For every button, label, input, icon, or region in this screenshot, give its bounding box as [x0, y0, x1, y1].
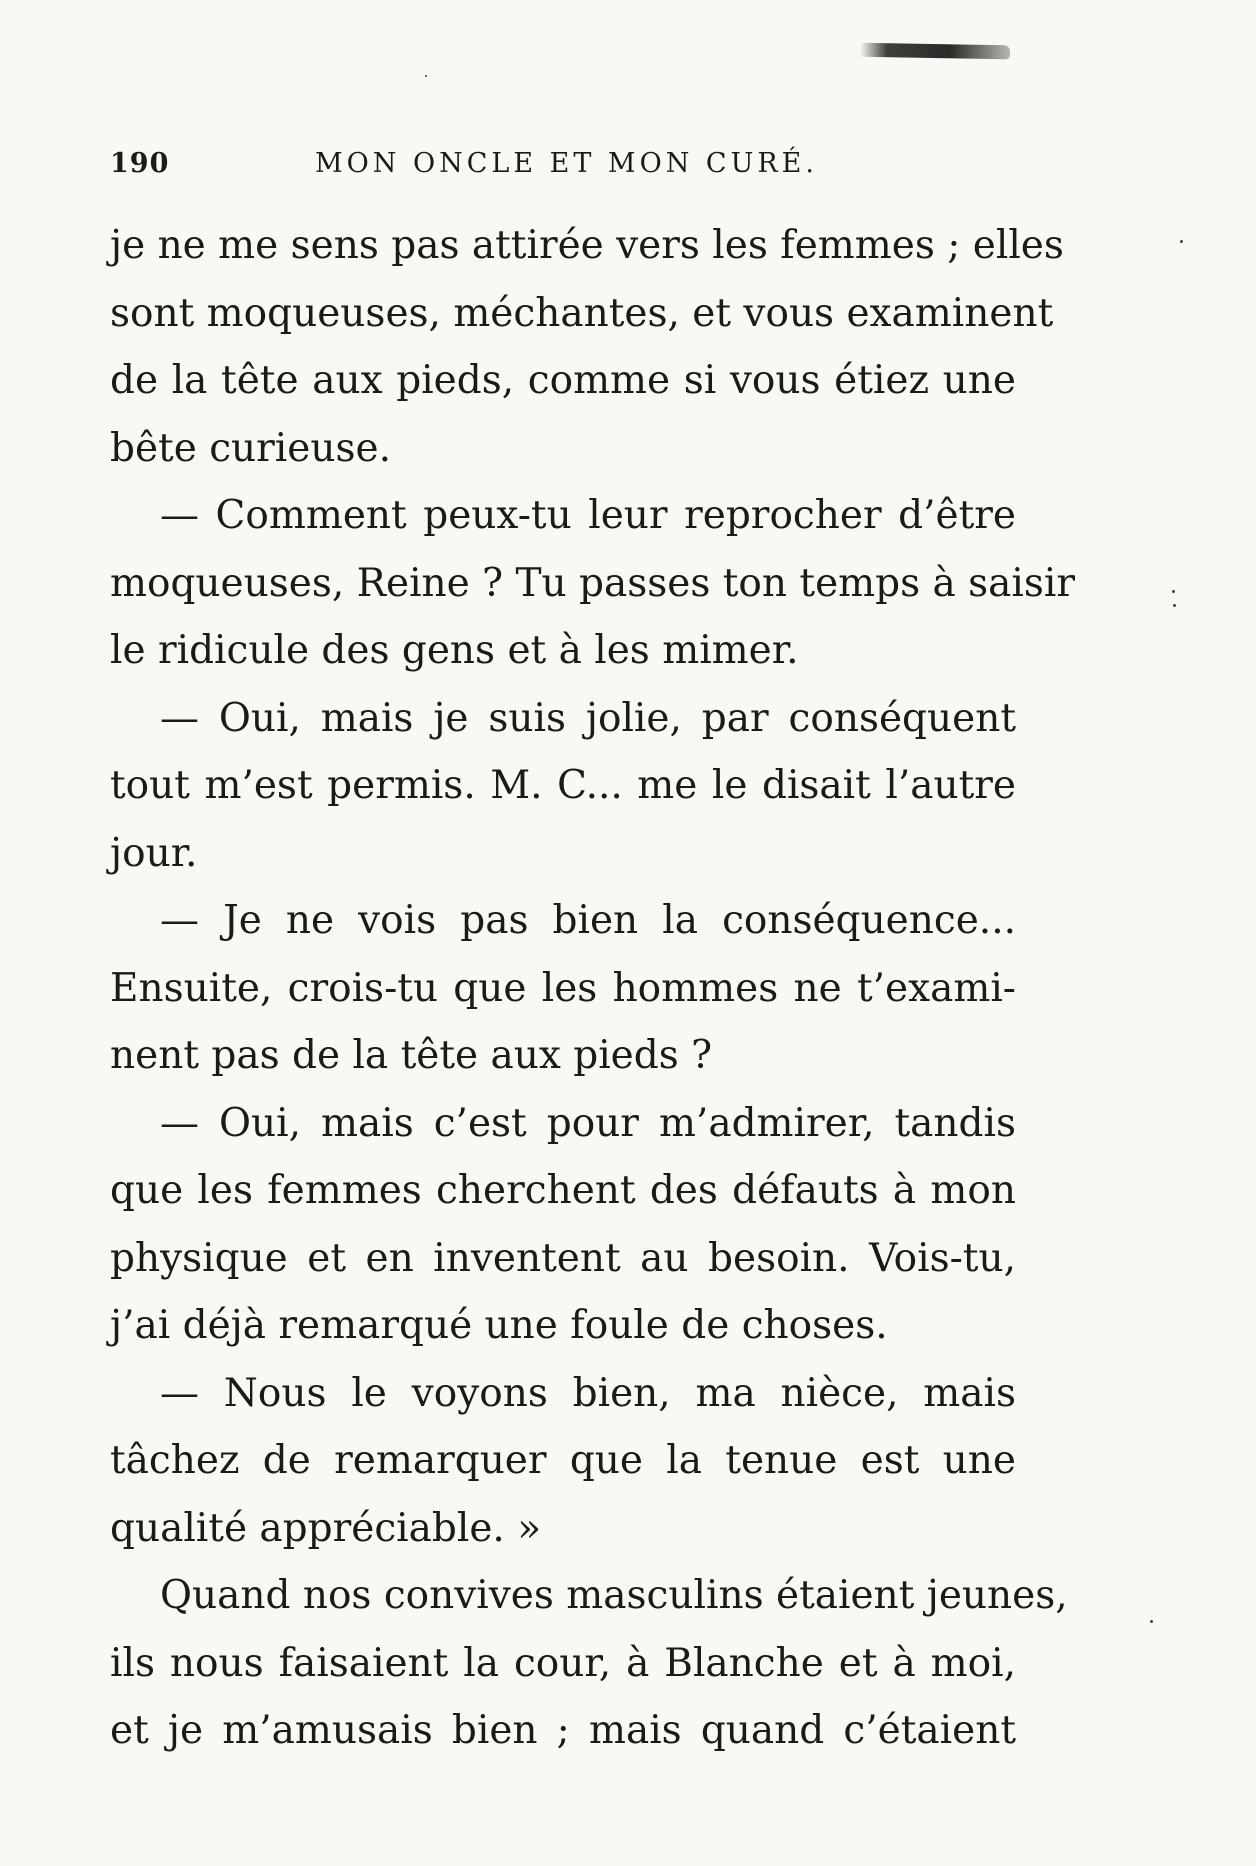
- scan-speck: [425, 75, 427, 77]
- text-line: — Je ne vois pas bien la conséquence...: [160, 898, 1016, 943]
- body-text: [110, 212, 1076, 1765]
- text-line: bête curieuse.: [110, 425, 391, 471]
- text-line: sont moqueuses, méchantes, et vous examinent: [110, 290, 1054, 336]
- text-line: moqueuses, Reine ? Tu passes ton temps à saisir: [110, 560, 1076, 606]
- text-line: le ridicule des gens et à les mimer.: [110, 628, 799, 673]
- text-line: j’ai déjà remarqué une foule de choses.: [110, 1303, 888, 1348]
- text-line: ils nous faisaient la cour, à Blanche et à moi,: [110, 1640, 1016, 1686]
- page-header: [110, 148, 1010, 188]
- text-line: Ensuite, crois-tu que les hommes ne t’exami-: [110, 965, 1016, 1011]
- ink-smudge: [860, 43, 1010, 60]
- text-line: jour.: [110, 830, 198, 876]
- text-line: — Oui, mais c’est pour m’admirer, tandis: [160, 1100, 1016, 1146]
- text-line: — Oui, mais je suis jolie, par conséquent: [160, 695, 1016, 741]
- text-line: que les femmes cherchent des défauts à mon: [110, 1168, 1016, 1213]
- text-line: — Nous le voyons bien, ma nièce, mais: [160, 1370, 1016, 1416]
- running-title: MON ONCLE ET MON CURÉ.: [315, 148, 818, 179]
- text-line: et je m’amusais bien ; mais quand c’étaient: [110, 1708, 1016, 1753]
- text-line: — Comment peux-tu leur reprocher d’être: [160, 493, 1016, 538]
- scan-speck: [1173, 604, 1176, 607]
- text-line: de la tête aux pieds, comme si vous étiez une: [110, 358, 1016, 403]
- text-line: physique et en inventent au besoin. Vois-tu,: [110, 1235, 1016, 1281]
- scan-speck: [1172, 590, 1175, 593]
- text-line: qualité appréciable. »: [110, 1505, 542, 1551]
- scan-speck: [1150, 1620, 1153, 1623]
- page-number: 190: [110, 148, 170, 179]
- text-line: Quand nos convives masculins étaient jeunes,: [160, 1573, 1068, 1618]
- scan-speck: [1180, 240, 1183, 243]
- text-line: tout m’est permis. M. C... me le disait l’autre: [110, 763, 1016, 808]
- text-line: nent pas de la tête aux pieds ?: [110, 1033, 713, 1078]
- text-line: tâchez de remarquer que la tenue est une: [110, 1438, 1016, 1483]
- text-line: je ne me sens pas attirée vers les femmes ; elles: [110, 223, 1064, 268]
